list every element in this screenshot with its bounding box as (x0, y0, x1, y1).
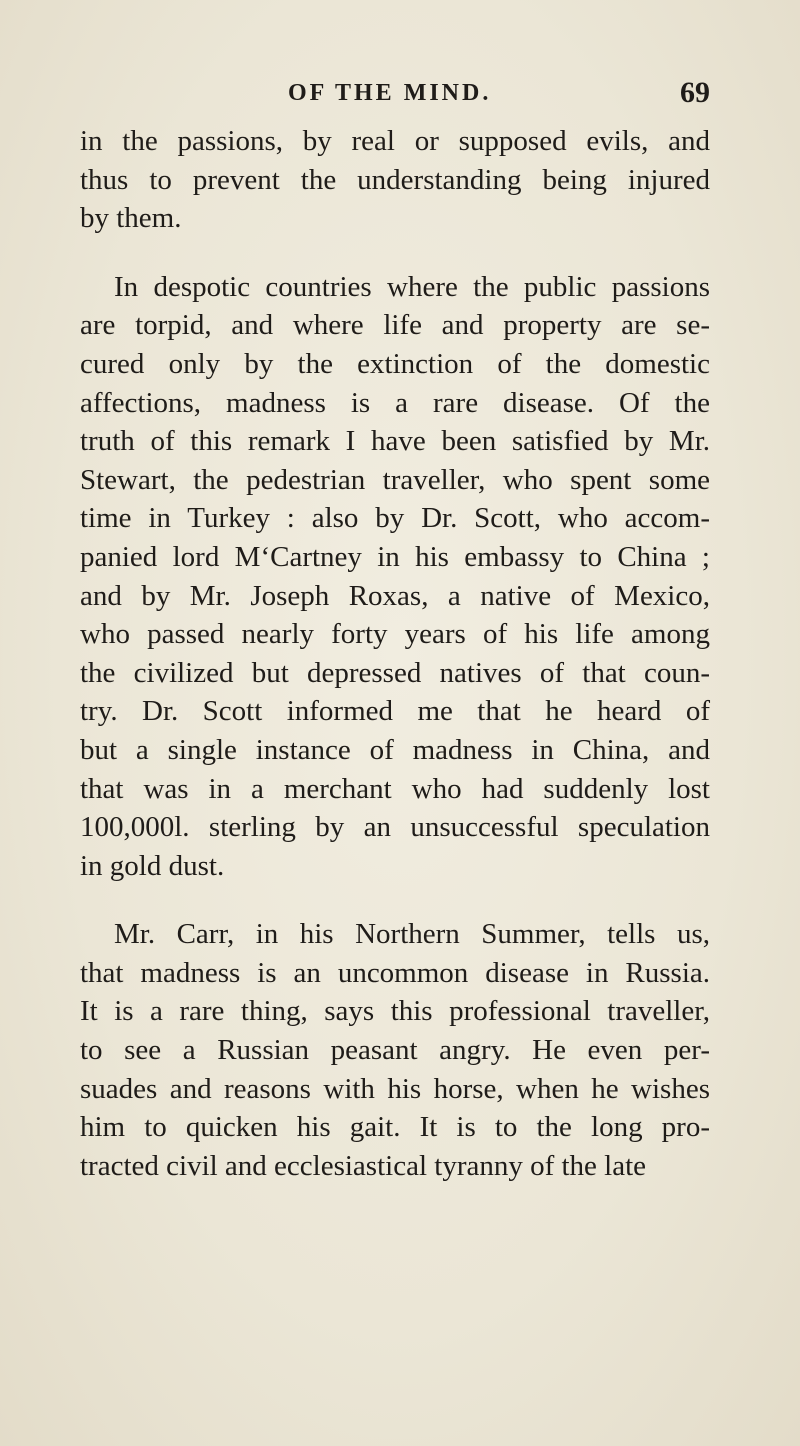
text-line: the civilized but depressed natives of that coun- (80, 656, 710, 689)
text-line: suades and reasons with his horse, when he wishes (80, 1072, 710, 1105)
text-line: Mr. Carr, in his Northern Summer, tells us, (114, 918, 710, 951)
paragraph-2 (80, 268, 710, 886)
text-line: to see a Russian peasant angry. He even per- (80, 1034, 710, 1067)
running-head: OF THE MIND. (288, 80, 492, 106)
text-line: cured only by the extinction of the domestic (80, 347, 710, 380)
text-line: who passed nearly forty years of his life among (80, 618, 710, 651)
page-number: 69 (680, 76, 710, 109)
text-line: Stewart, the pedestrian traveller, who spent some (80, 463, 710, 496)
text-line: 100,000l. sterling by an unsuccessful speculation (80, 811, 710, 844)
paragraph-1 (80, 122, 710, 238)
text-line: in the passions, by real or supposed evils, and (80, 125, 710, 157)
paragraph-3 (80, 915, 710, 1185)
text-line: but a single instance of madness in China, and (80, 733, 710, 766)
text-line: in gold dust. (80, 849, 225, 882)
text-line: In despotic countries where the public passions (114, 270, 710, 303)
text-line: tracted civil and ecclesiastical tyranny of the late (80, 1149, 647, 1182)
text-line: truth of this remark I have been satisfied by Mr. (80, 425, 710, 458)
text-line: that was in a merchant who had suddenly lost (80, 772, 710, 805)
text-line: thus to prevent the understanding being injured (80, 163, 710, 196)
body-text (80, 122, 710, 1215)
text-line: him to quicken his gait. It is to the long pro- (80, 1111, 710, 1144)
text-line: affections, madness is a rare disease. Of the (80, 386, 710, 419)
page-header (78, 70, 710, 110)
text-line: panied lord M‘Cartney in his embassy to China ; (80, 540, 710, 573)
text-line: It is a rare thing, says this professional traveller, (80, 995, 710, 1028)
text-line: try. Dr. Scott informed me that he heard of (80, 695, 710, 728)
text-line: time in Turkey : also by Dr. Scott, who accom- (80, 502, 710, 535)
text-line: that madness is an uncommon disease in Russia. (80, 956, 710, 989)
text-line: and by Mr. Joseph Roxas, a native of Mexico, (80, 579, 710, 612)
text-line: are torpid, and where life and property are se- (80, 309, 710, 342)
text-line: by them. (80, 202, 182, 235)
